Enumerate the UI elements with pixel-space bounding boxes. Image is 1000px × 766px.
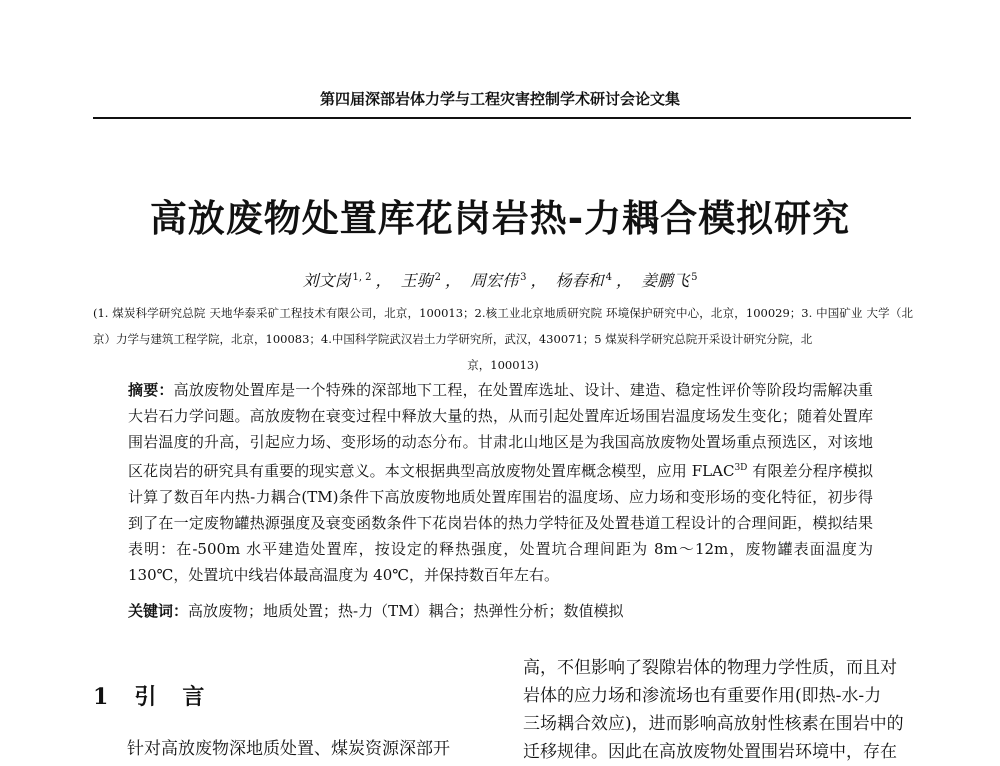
- author: [302, 268, 371, 291]
- abstract: [128, 377, 873, 588]
- abstract-text: 高放废物处置库是一个特殊的深部地下工程，在处置库选址、设计、建造、稳定性评价等阶段均需解决重大岩石力学问题。高放废物在衰变过程中释放大量的热，从而引起处置库近场围岩温度场发生变化；随着处置库围岩温度的升高，引起应力场、变形场的动态分布。甘肃北山地区是为我国高放废物处置场重点预选区，对该地区花岗岩的研究具有重要的现实意义。本文根据典型高放废物处置库概念模型，应用 FLAC: [128, 381, 873, 480]
- abstract-superscript: 3D: [734, 463, 748, 473]
- author-affil-mark: 1, 2: [352, 271, 372, 283]
- keywords: [128, 598, 873, 624]
- author-list: [0, 268, 1000, 291]
- body-line: 高，不但影响了裂隙岩体的物理力学性质，而且对: [523, 658, 897, 678]
- author-separator: ，: [530, 271, 547, 290]
- section-heading: [93, 680, 204, 711]
- author: [556, 268, 612, 291]
- author-name: 杨春和: [555, 271, 604, 290]
- paper-title: 高放废物处置库花岗岩热-力耦合模拟研究: [149, 197, 851, 240]
- affiliation-line: 大学（北京）力学与建筑工程学院，北京，100083；4.中国科学院武汉岩土力学研究所，武汉，430071；5 煤炭科学研究总院开采设计研究分院，北: [93, 306, 913, 346]
- section-title-part: 引: [134, 684, 157, 710]
- author: [401, 268, 441, 291]
- keywords-label: 关键词：: [128, 602, 189, 620]
- body-column-right: [523, 654, 913, 766]
- author-name: 王驹: [400, 271, 433, 290]
- keywords-text: 高放废物；地质处置；热-力（TM）耦合；热弹性分析；数值模拟: [188, 602, 624, 620]
- author-name: 周宏伟: [470, 271, 519, 290]
- section-number: 1: [93, 684, 109, 710]
- body-line: 三场耦合效应)，进而影响高放射性核素在围岩中的: [523, 714, 904, 734]
- author-affil-mark: 4: [605, 271, 613, 283]
- abstract-label: 摘要：: [128, 381, 174, 399]
- body-line: 迁移规律。因此在高放废物处置围岩环境中，存在: [523, 742, 897, 762]
- affiliations: [93, 300, 913, 378]
- body-line: 岩体的应力场和渗流场也有重要作用(即热-水-力: [523, 686, 882, 706]
- section-title-part: 言: [182, 684, 205, 710]
- author: [641, 268, 697, 291]
- affiliation-line: (1. 煤炭科学研究总院 天地华泰采矿工程技术有限公司，北京，100013；2.核工业北京地质研究院 环境保护研究中心，北京，100029；3. 中国矿业: [93, 306, 863, 320]
- author-affil-mark: 2: [434, 271, 442, 283]
- running-head: 第四届深部岩体力学与工程灾害控制学术研讨会论文集: [319, 90, 680, 108]
- author-separator: ，: [375, 271, 392, 290]
- author-separator: ，: [616, 271, 633, 290]
- author: [470, 268, 526, 291]
- header-rule: [93, 117, 911, 119]
- author-affil-mark: 3: [520, 271, 527, 283]
- affiliation-line: 京，100013): [467, 358, 539, 372]
- author-affil-mark: 5: [691, 271, 698, 283]
- author-separator: ，: [445, 271, 462, 290]
- abstract-text: 有限差分程序模拟计算了数百年内热-力耦合(TM)条件下高放废物地质处置库围岩的温度场、应力场和变形场的变化特征，初步得到了在一定废物罐热源强度及衰变函数条件下花岗岩体的热力学特征及处置巷道工程设计的合理间距，模拟结果表明：在-500m 水平建造处置库，按设定的释热强度，处置坑合理间距为 8m～12m，废物罐表面温度为 130℃，处置坑中线岩体最高温度为 40℃，并保持数百年左右。: [128, 462, 873, 584]
- body-paragraph-left: 针对高放废物深地质处置、煤炭资源深部开: [127, 739, 450, 759]
- author-name: 姜鹏飞: [641, 271, 690, 290]
- author-name: 刘文岗: [302, 271, 351, 290]
